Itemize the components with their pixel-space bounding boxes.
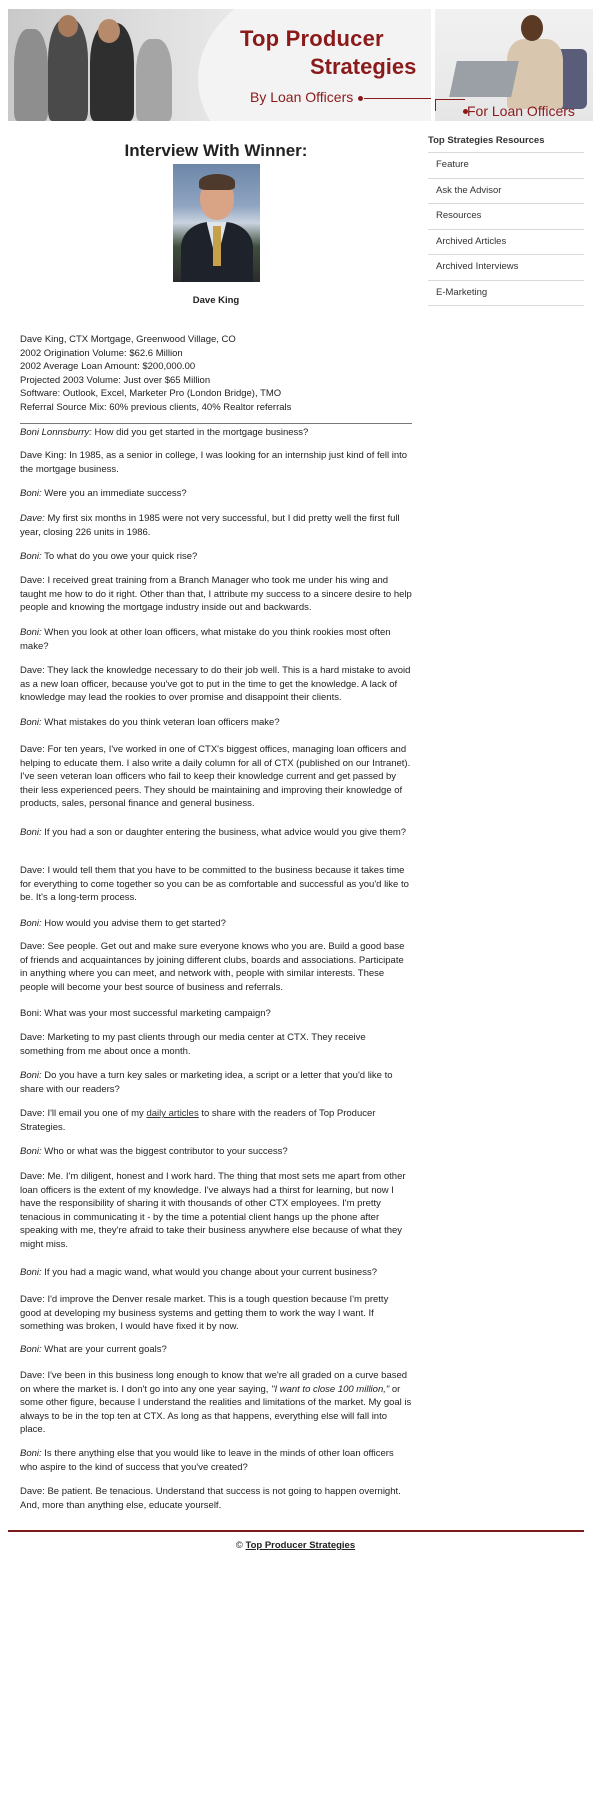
interview-question xyxy=(20,1007,412,1021)
sidebar-item-ask-the-advisor[interactable]: Ask the Advisor xyxy=(428,179,584,205)
interview-question xyxy=(20,1447,412,1474)
for-line-rule-vertical xyxy=(435,99,436,111)
interview-question xyxy=(20,426,412,440)
speaker-name: Boni: xyxy=(20,1448,42,1459)
paragraph-text: Dave: Marketing to my past clients through our media center at CTX. They receive something from me about once a month. xyxy=(20,1032,366,1057)
detail-line: Referral Source Mix: 60% previous clients, 40% Realtor referrals xyxy=(20,401,292,413)
logo-title-line2: Strategies xyxy=(310,54,417,79)
copyright-symbol: © xyxy=(235,1540,246,1551)
paragraph-text: or some other figure, because I understand the realities and limitations of the market. My goal is always to be in the top ten at CTX. As long as that happens, everything else will fall into place. xyxy=(20,1383,412,1436)
interview-question xyxy=(20,1069,412,1096)
for-line-rule xyxy=(435,99,465,100)
detail-line: Dave King, CTX Mortgage, Greenwood Village, CO xyxy=(20,334,236,345)
paragraph-text: Dave King: In 1985, as a senior in college, I was looking for an internship just kind of fell into the mortgage business. xyxy=(20,450,408,475)
paragraph-text: Dave: I would tell them that you have to be committed to the business because it takes time for everything to come together so you can be as comfortable and successful as you'd like to be. It's a long-term process. xyxy=(20,865,409,904)
speaker-name: Boni: xyxy=(20,1070,42,1081)
detail-line: Software: Outlook, Excel, Marketer Pro (London Bridge), TMO xyxy=(20,388,282,400)
paragraph-text: Dave: Be patient. Be tenacious. Understand that success is not going to happen overnight. And, more than anything else, educate yourself. xyxy=(20,1486,401,1511)
speaker-name: Boni Lonnsburry: xyxy=(20,427,92,438)
paragraph-text: To what do you owe your quick rise? xyxy=(41,551,198,562)
paragraph-text: Boni: What was your most successful marketing campaign? xyxy=(20,1008,271,1019)
person-head xyxy=(58,15,78,37)
paragraph-text: My first six months in 1985 were not very successful, but I did pretty well the first full year, closing 226 units in 1986. xyxy=(20,513,400,538)
sidebar-item-e-marketing[interactable]: E-Marketing xyxy=(428,281,584,307)
interview-question xyxy=(20,917,412,931)
interview-question xyxy=(20,1266,412,1280)
banner-left-panel xyxy=(8,9,431,121)
interview-question xyxy=(20,512,412,539)
paragraph-text: Dave: Me. I'm diligent, honest and I work hard. The thing that most sets me apart from other loan officers is the extent of my knowledge. I've always had a thirst for learning, but now I have the responsibility of sharing it with thousands of other CTX employees. I'm pretty tenacious in communicating it - by the time a potential client hangs up the phone after speaking with me, they're afraid to take their business anywhere else because of what they might miss. xyxy=(20,1171,406,1250)
for-line-tagline: For Loan Officers xyxy=(467,103,575,119)
woman-head xyxy=(521,15,543,41)
footer-rule xyxy=(8,1530,584,1532)
paragraph-text: Dave: See people. Get out and make sure everyone knows who you are. Build a good base of friends and acquaintances by joining different clubs, boards and associations. Participate in anything where you can meet, and network with, people with similar interests. These people will become your best source of business and referrals. xyxy=(20,941,405,993)
interview-answer xyxy=(20,449,412,476)
by-line-tagline: By Loan Officers xyxy=(250,89,354,105)
interview-answer xyxy=(20,940,412,994)
interview-answer xyxy=(20,743,412,811)
interview-answer xyxy=(20,1107,412,1134)
sidebar-item-resources[interactable]: Resources xyxy=(428,204,584,230)
paragraph-text: Dave: I received great training from a Branch Manager who took me under his wing and taught me how to do it right. Other than that, I attribute my success to a sincere desire to help people and knowing the mortgage industry inside out and backwards. xyxy=(20,575,412,614)
interview-answer xyxy=(20,1369,412,1437)
interview-question xyxy=(20,626,412,653)
photo-hair xyxy=(199,174,235,190)
speaker-name: Boni: xyxy=(20,488,42,499)
paragraph-text: How would you advise them to get started? xyxy=(41,918,226,929)
paragraph-text: How did you get started in the mortgage business? xyxy=(91,427,309,438)
paragraph-text: Dave: I've been in this business long enough to know that we're all graded on a curve based on where the market is. I don't go into any one year saying, xyxy=(20,1370,408,1395)
photo-tie xyxy=(213,226,221,266)
interview-question xyxy=(20,826,412,840)
interview-question xyxy=(20,716,412,730)
interview-body xyxy=(20,426,412,1806)
paragraph-text: If you had a son or daughter entering the business, what advice would you give them? xyxy=(41,827,407,838)
laptop-shape xyxy=(449,61,519,97)
detail-line: Projected 2003 Volume: Just over $65 Million xyxy=(20,374,211,386)
detail-line: 2002 Average Loan Amount: $200,000.00 xyxy=(20,361,196,373)
detail-line: 2002 Origination Volume: $62.6 Million xyxy=(20,347,183,359)
footer xyxy=(0,1540,591,1551)
paragraph-text: What are your current goals? xyxy=(41,1344,167,1355)
interview-question xyxy=(20,487,412,501)
header-banner xyxy=(8,9,593,121)
interview-answer xyxy=(20,1485,412,1512)
speaker-name: Boni: xyxy=(20,627,42,638)
paragraph-text: to share with the readers of Top Producer Strategies. xyxy=(20,1108,376,1133)
businessmen-photo xyxy=(8,9,188,121)
daily-articles-link[interactable]: daily articles xyxy=(146,1108,199,1119)
paragraph-text: When you look at other loan officers, what mistake do you think rookies most often make? xyxy=(20,627,391,652)
paragraph-text: If you had a magic wand, what would you change about your current business? xyxy=(41,1267,377,1278)
page-title: Interview With Winner: xyxy=(124,141,308,160)
speaker-name: Boni: xyxy=(20,827,42,838)
speaker-name: Boni: xyxy=(20,1267,42,1278)
person-head xyxy=(98,19,120,43)
sidebar-heading: Top Strategies Resources xyxy=(428,130,584,153)
interview-answer xyxy=(20,1293,412,1334)
paragraph-text: Were you an immediate success? xyxy=(41,488,187,499)
banner-right-panel xyxy=(435,9,593,121)
divider xyxy=(20,423,412,424)
tagline-rule xyxy=(364,98,431,99)
interview-answer xyxy=(20,574,412,615)
sidebar-item-feature[interactable]: Feature xyxy=(428,153,584,179)
speaker-name: Boni: xyxy=(20,1344,42,1355)
logo-title-line1: Top Producer xyxy=(240,26,384,51)
interview-answer xyxy=(20,1170,412,1252)
footer-link[interactable]: Top Producer Strategies xyxy=(245,1540,356,1551)
speaker-name: Boni: xyxy=(20,918,42,929)
emphasized-quote: "I want to close 100 million," xyxy=(271,1383,390,1395)
speaker-name: Boni: xyxy=(20,551,42,562)
paragraph-text: Dave: I'll email you one of my xyxy=(20,1108,147,1119)
speaker-name: Dave: xyxy=(20,513,45,524)
person-silhouette xyxy=(14,29,48,121)
paragraph-text: Dave: I'd improve the Denver resale market. This is a tough question because I'm pretty good at developing my business systems and getting them to work the way I want. If something was broken, I would have fixed it by now. xyxy=(20,1294,389,1333)
paragraph-text: What mistakes do you think veteran loan officers make? xyxy=(41,717,280,728)
speaker-name: Boni: xyxy=(20,1146,42,1157)
photo-caption: Dave King xyxy=(192,295,240,306)
interview-answer xyxy=(20,664,412,705)
sidebar-item-archived-articles[interactable]: Archived Articles xyxy=(428,230,584,256)
paragraph-text: Dave: They lack the knowledge necessary to do their job well. This is a hard mistake to avoid as a new loan officer, because you've got to put in the time to get the knowledge. A lack of knowledge may lead the rookies to over promise and disappoint their clients. xyxy=(20,665,411,704)
interview-answer xyxy=(20,864,412,905)
interview-question xyxy=(20,550,412,564)
interviewee-details xyxy=(20,333,412,415)
paragraph-text: Who or what was the biggest contributor to your success? xyxy=(41,1146,288,1157)
interview-answer xyxy=(20,1031,412,1058)
paragraph-text: Is there anything else that you would like to leave in the minds of other loan officers who aspire to the kind of success that you've created? xyxy=(20,1448,394,1473)
interview-question xyxy=(20,1343,412,1357)
tagline-dot xyxy=(358,96,363,101)
interview-question xyxy=(20,1145,412,1159)
speaker-name: Boni: xyxy=(20,717,42,728)
paragraph-text: Do you have a turn key sales or marketing idea, a script or a letter that you'd like to share with our readers? xyxy=(20,1070,393,1095)
article xyxy=(20,140,412,1804)
person-silhouette xyxy=(136,39,172,121)
sidebar-item-archived-interviews[interactable]: Archived Interviews xyxy=(428,255,584,281)
sidebar-nav xyxy=(428,130,584,306)
interviewee-photo xyxy=(173,164,260,282)
paragraph-text: Dave: For ten years, I've worked in one of CTX's biggest offices, managing loan officers and helping to educate them. I also write a daily column for all of CTX (published on our Intranet). I've seen veteran loan officers who fail to keep their knowledge current and get passed by their less experienced peers. They should be maintaining and improving their knowledge of products, sales, personal finance and general business. xyxy=(20,744,411,810)
